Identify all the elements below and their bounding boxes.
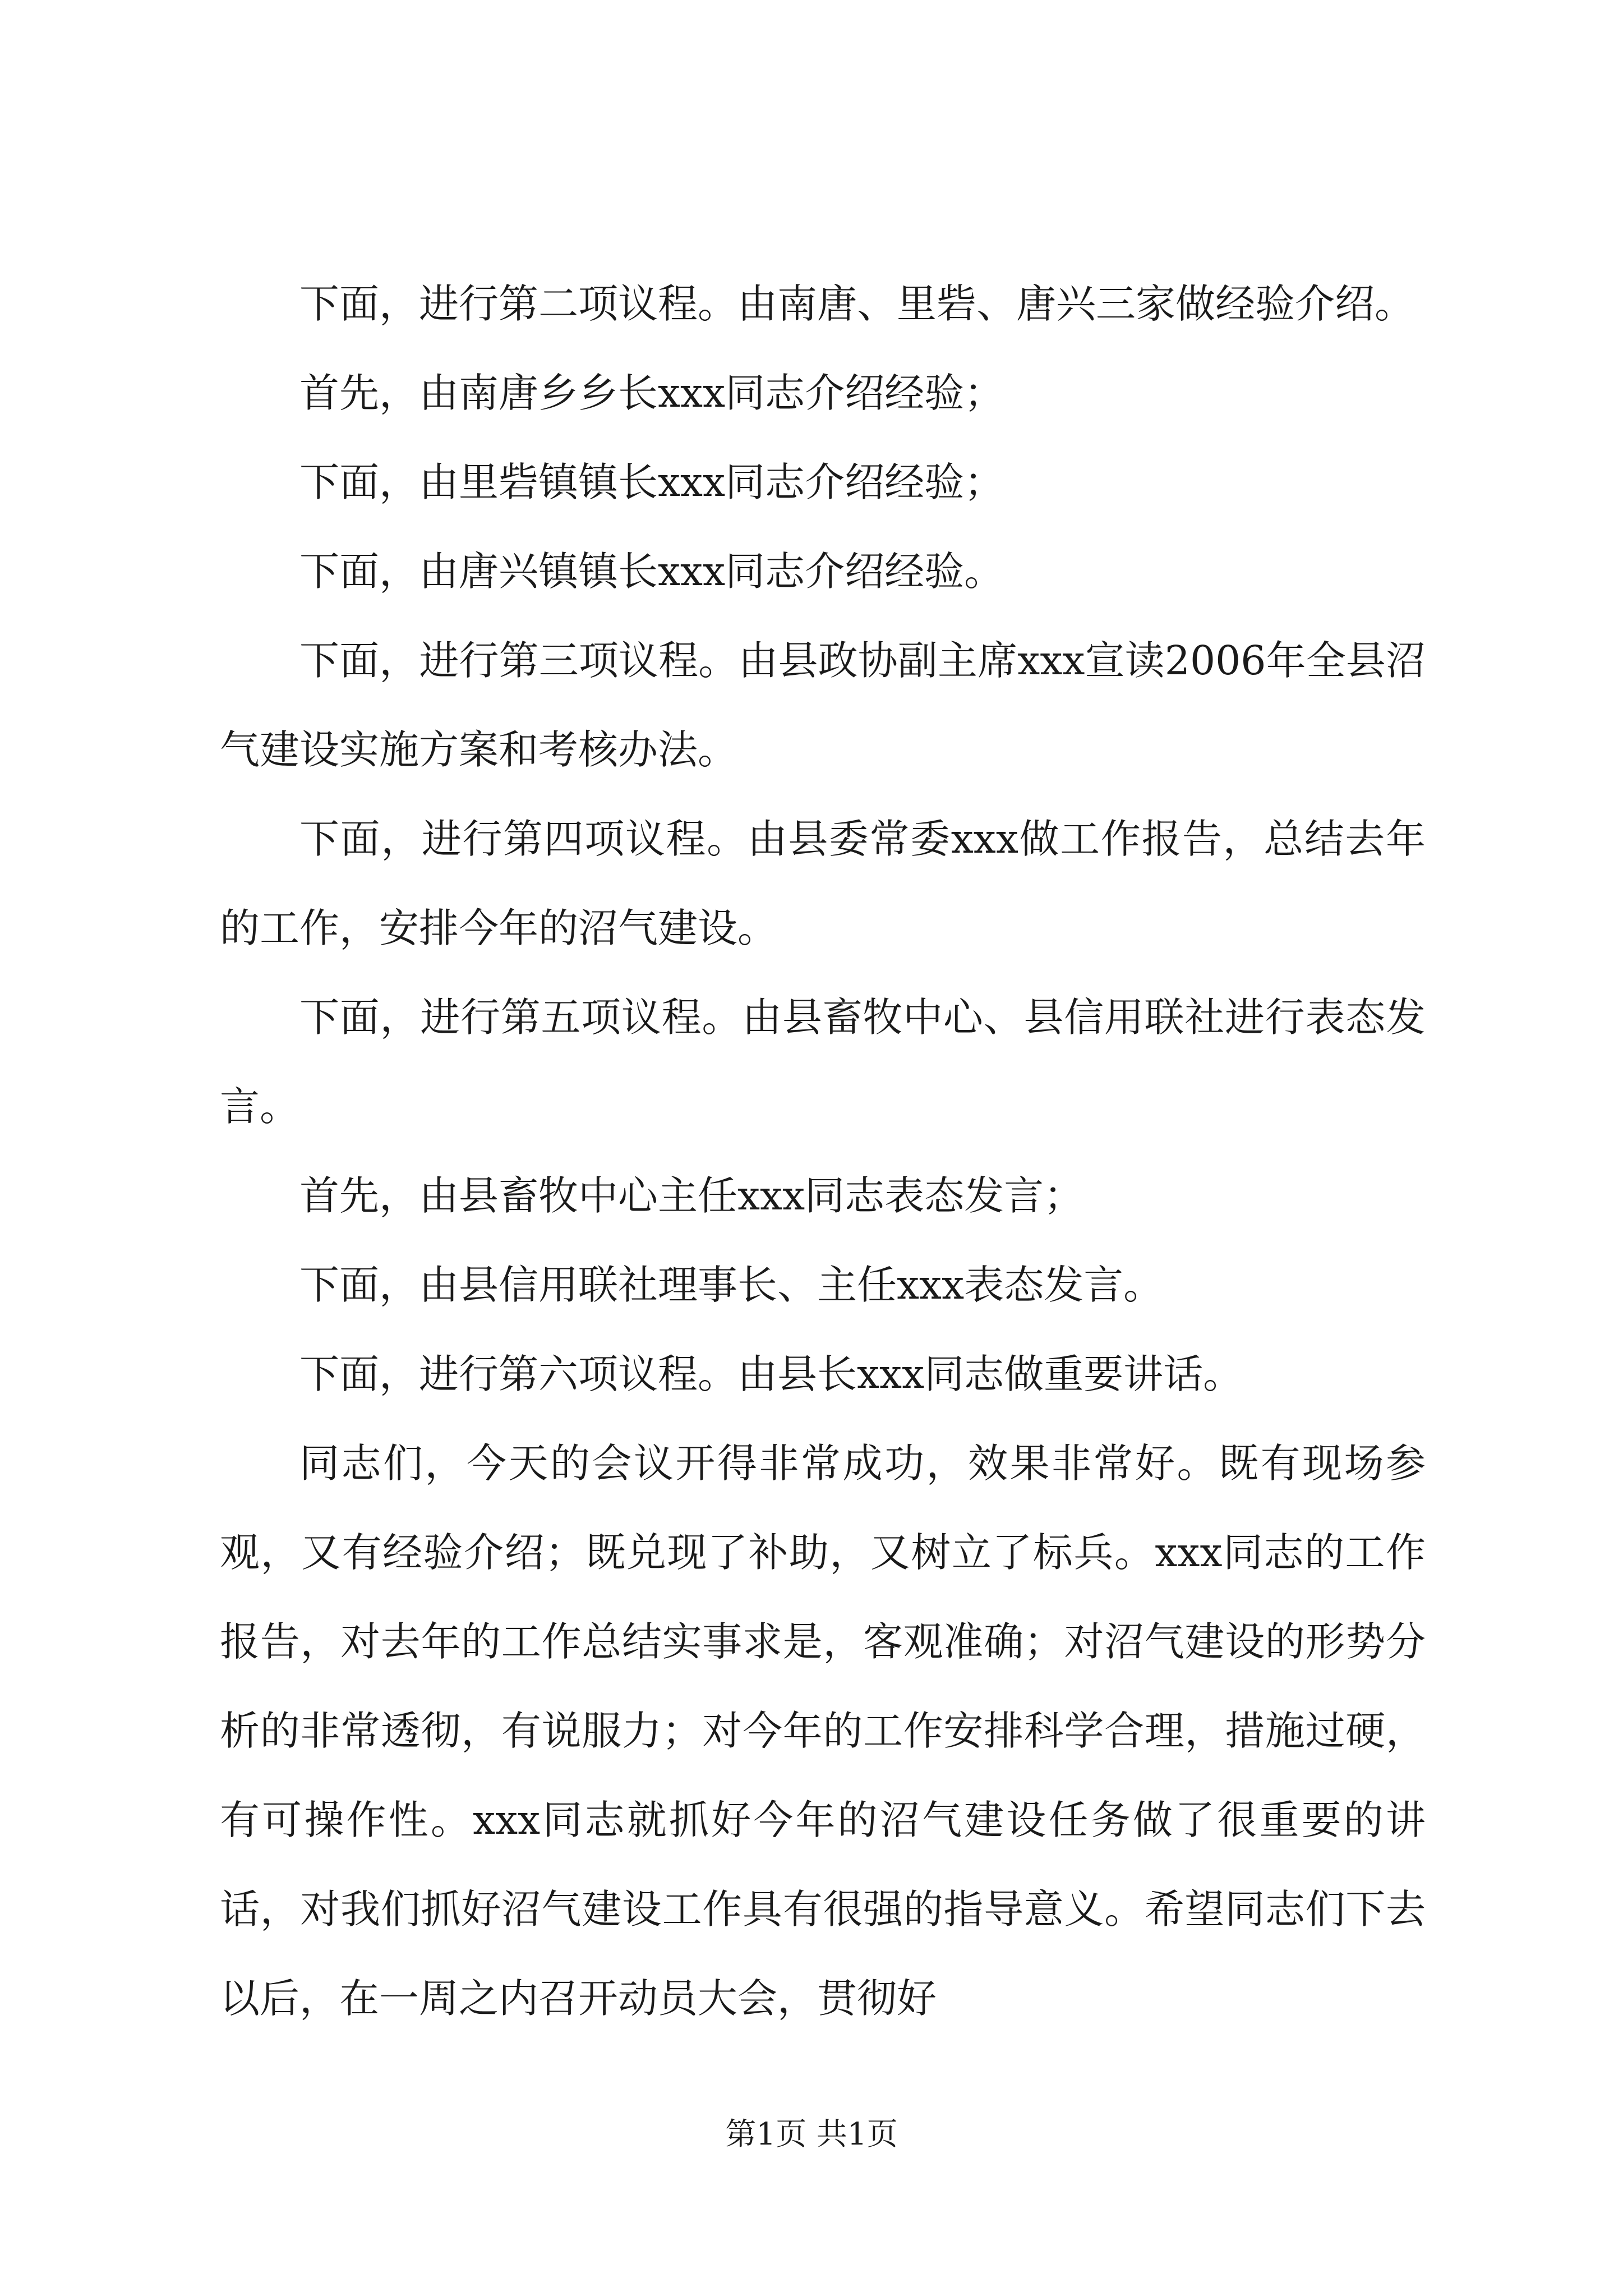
paragraph-lizhai-intro: 下面，由里砦镇镇长xxx同志介绍经验；	[299, 459, 1004, 505]
paragraph-livestock-statement: 首先，由县畜牧中心主任xxx同志表态发言；	[299, 1172, 1084, 1219]
paragraph-nantang-intro: 首先，由南唐乡乡长xxx同志介绍经验；	[299, 370, 1004, 416]
paragraph-agenda-3: 下面，进行第三项议程。由县政协副主席xxx宣读2006年全县沼气建设实施方案和考核办法。	[220, 637, 1426, 773]
paragraph-credit-union-statement: 下面，由县信用联社理事长、主任xxx表态发言。	[299, 1262, 1164, 1308]
paragraph-agenda-5: 下面，进行第五项议程。由县畜牧中心、县信用联社进行表态发言。	[220, 994, 1426, 1130]
paragraph-closing-remarks: 同志们，今天的会议开得非常成功，效果非常好。既有现场参观，又有经验介绍；既兑现了补助，又树立了标兵。xxx同志的工作报告，对去年的工作总结实事求是，客观准确；对沼气建设的形势分析的非常透彻，有说服力；对今年的工作安排科学合理，措施过硬，有可操作性。xxx同志就抓好今年的沼气建设任务做了很重要的讲话，对我们抓好沼气建设工作具有很强的指导意义。希望同志们下去以后，在一周之内召开动员大会，贯彻好	[220, 1440, 1426, 2022]
paragraph-agenda-4: 下面，进行第四项议程。由县委常委xxx做工作报告，总结去年的工作，安排今年的沼气建设。	[220, 816, 1426, 951]
paragraph-tangxing-intro: 下面，由唐兴镇镇长xxx同志介绍经验。	[299, 548, 1004, 595]
page-footer: 第1页 共1页	[725, 2116, 898, 2152]
document-body	[220, 259, 1426, 2043]
paragraph-agenda-2: 下面，进行第二项议程。由南唐、里砦、唐兴三家做经验介绍。	[299, 280, 1415, 327]
paragraph-agenda-6: 下面，进行第六项议程。由县长xxx同志做重要讲话。	[299, 1351, 1243, 1397]
